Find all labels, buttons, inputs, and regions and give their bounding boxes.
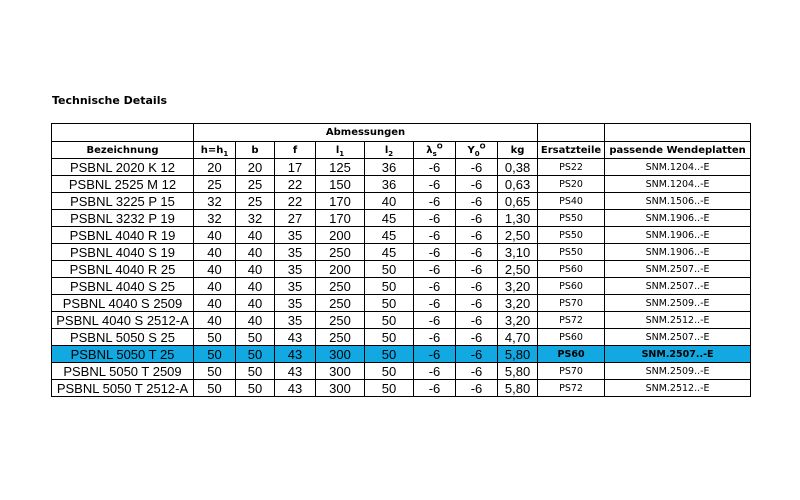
cell-wendeplatten: SNM.2512..-E (605, 380, 751, 397)
cell-wendeplatten: SNM.2507..-E (605, 329, 751, 346)
cell-l2: 50 (365, 261, 414, 278)
cell-y: -6 (456, 210, 498, 227)
cell-ersatzteile: PS40 (538, 193, 605, 210)
cell-bezeichnung: PSBNL 5050 T 2509 (52, 363, 194, 380)
cell-h: 20 (194, 159, 236, 176)
cell-lambda: -6 (414, 210, 456, 227)
cell-kg: 3,20 (498, 312, 538, 329)
cell-h: 32 (194, 193, 236, 210)
cell-b: 40 (236, 295, 275, 312)
cell-l2: 50 (365, 346, 414, 363)
cell-f: 22 (275, 193, 316, 210)
cell-wendeplatten: SNM.1906..-E (605, 210, 751, 227)
cell-f: 27 (275, 210, 316, 227)
cell-f: 43 (275, 380, 316, 397)
cell-l1: 150 (316, 176, 365, 193)
cell-wendeplatten: SNM.2507..-E (605, 346, 751, 363)
cell-f: 43 (275, 346, 316, 363)
cell-l2: 36 (365, 159, 414, 176)
cell-h: 40 (194, 244, 236, 261)
group-header-empty (605, 124, 751, 142)
cell-b: 20 (236, 159, 275, 176)
cell-l1: 200 (316, 261, 365, 278)
cell-lambda: -6 (414, 159, 456, 176)
cell-ersatzteile: PS60 (538, 261, 605, 278)
cell-l1: 300 (316, 363, 365, 380)
cell-f: 17 (275, 159, 316, 176)
cell-y: -6 (456, 278, 498, 295)
cell-l2: 45 (365, 227, 414, 244)
cell-y: -6 (456, 312, 498, 329)
cell-wendeplatten: SNM.2507..-E (605, 261, 751, 278)
table-row (52, 312, 751, 329)
cell-l1: 250 (316, 244, 365, 261)
cell-y: -6 (456, 363, 498, 380)
cell-l2: 50 (365, 363, 414, 380)
col-header-l2: $l_2$ (365, 142, 414, 159)
cell-l2: 50 (365, 312, 414, 329)
table-row (52, 278, 751, 295)
cell-ersatzteile: PS50 (538, 210, 605, 227)
cell-f: 35 (275, 244, 316, 261)
cell-h: 50 (194, 346, 236, 363)
cell-bezeichnung: PSBNL 5050 S 25 (52, 329, 194, 346)
cell-ersatzteile: PS70 (538, 295, 605, 312)
cell-l2: 40 (365, 193, 414, 210)
cell-l1: 300 (316, 346, 365, 363)
cell-wendeplatten: SNM.2507..-E (605, 278, 751, 295)
cell-wendeplatten: SNM.2512..-E (605, 312, 751, 329)
cell-bezeichnung: PSBNL 5050 T 2512-A (52, 380, 194, 397)
cell-b: 50 (236, 380, 275, 397)
cell-wendeplatten: SNM.1204..-E (605, 159, 751, 176)
table-row (52, 380, 751, 397)
cell-l1: 250 (316, 329, 365, 346)
table-row (52, 244, 751, 261)
cell-b: 50 (236, 346, 275, 363)
cell-y: -6 (456, 193, 498, 210)
col-header-kg: kg (498, 142, 538, 159)
cell-kg: 0,65 (498, 193, 538, 210)
cell-lambda: -6 (414, 380, 456, 397)
cell-ersatzteile: PS50 (538, 227, 605, 244)
col-header-y: $Y_0^O$ (456, 142, 498, 159)
table-row (52, 295, 751, 312)
cell-ersatzteile: PS50 (538, 244, 605, 261)
cell-kg: 2,50 (498, 227, 538, 244)
cell-ersatzteile: PS70 (538, 363, 605, 380)
cell-bezeichnung: PSBNL 2020 K 12 (52, 159, 194, 176)
table-row (52, 346, 751, 363)
cell-y: -6 (456, 244, 498, 261)
cell-bezeichnung: PSBNL 4040 R 25 (52, 261, 194, 278)
cell-y: -6 (456, 380, 498, 397)
cell-lambda: -6 (414, 244, 456, 261)
cell-h: 40 (194, 295, 236, 312)
section-title: Technische Details (52, 94, 168, 107)
cell-wendeplatten: SNM.2509..-E (605, 363, 751, 380)
cell-ersatzteile: PS60 (538, 329, 605, 346)
cell-h: 40 (194, 278, 236, 295)
cell-bezeichnung: PSBNL 4040 S 19 (52, 244, 194, 261)
cell-y: -6 (456, 227, 498, 244)
cell-kg: 3,10 (498, 244, 538, 261)
col-header-ersatzteile: Ersatzteile (538, 142, 605, 159)
cell-l1: 250 (316, 278, 365, 295)
cell-h: 32 (194, 210, 236, 227)
cell-ersatzteile: PS20 (538, 176, 605, 193)
cell-lambda: -6 (414, 363, 456, 380)
cell-b: 40 (236, 312, 275, 329)
cell-b: 50 (236, 363, 275, 380)
cell-ersatzteile: PS72 (538, 380, 605, 397)
cell-l1: 170 (316, 210, 365, 227)
cell-bezeichnung: PSBNL 2525 M 12 (52, 176, 194, 193)
cell-lambda: -6 (414, 227, 456, 244)
group-header-abmessungen: Abmessungen (194, 124, 538, 142)
group-header-row (52, 124, 751, 142)
col-header-lambda: $\lambda_s^O$ (414, 142, 456, 159)
table-row (52, 193, 751, 210)
cell-wendeplatten: SNM.1204..-E (605, 176, 751, 193)
cell-y: -6 (456, 261, 498, 278)
cell-kg: 5,80 (498, 363, 538, 380)
cell-kg: 0,63 (498, 176, 538, 193)
cell-kg: 1,30 (498, 210, 538, 227)
cell-l1: 250 (316, 312, 365, 329)
cell-lambda: -6 (414, 312, 456, 329)
cell-h: 40 (194, 227, 236, 244)
cell-l2: 45 (365, 210, 414, 227)
cell-ersatzteile: PS60 (538, 278, 605, 295)
cell-ersatzteile: PS72 (538, 312, 605, 329)
column-header-row (52, 142, 751, 159)
cell-f: 22 (275, 176, 316, 193)
cell-h: 40 (194, 312, 236, 329)
table-row (52, 210, 751, 227)
cell-kg: 3,20 (498, 295, 538, 312)
cell-bezeichnung: PSBNL 5050 T 25 (52, 346, 194, 363)
cell-bezeichnung: PSBNL 4040 S 2509 (52, 295, 194, 312)
cell-f: 35 (275, 278, 316, 295)
cell-y: -6 (456, 176, 498, 193)
group-header-empty (52, 124, 194, 142)
cell-bezeichnung: PSBNL 3232 P 19 (52, 210, 194, 227)
cell-ersatzteile: PS60 (538, 346, 605, 363)
cell-f: 35 (275, 261, 316, 278)
table-row (52, 261, 751, 278)
cell-lambda: -6 (414, 261, 456, 278)
cell-lambda: -6 (414, 278, 456, 295)
cell-kg: 5,80 (498, 380, 538, 397)
table-row (52, 329, 751, 346)
col-header-bezeichnung: Bezeichnung (52, 142, 194, 159)
cell-bezeichnung: PSBNL 3225 P 15 (52, 193, 194, 210)
table-row (52, 363, 751, 380)
cell-l2: 50 (365, 329, 414, 346)
cell-l1: 300 (316, 380, 365, 397)
cell-ersatzteile: PS22 (538, 159, 605, 176)
group-header-empty (538, 124, 605, 142)
table-row (52, 159, 751, 176)
cell-b: 25 (236, 193, 275, 210)
technical-details-table (51, 123, 751, 397)
cell-y: -6 (456, 159, 498, 176)
cell-y: -6 (456, 295, 498, 312)
cell-b: 40 (236, 227, 275, 244)
cell-kg: 4,70 (498, 329, 538, 346)
cell-lambda: -6 (414, 346, 456, 363)
cell-kg: 5,80 (498, 346, 538, 363)
cell-wendeplatten: SNM.1906..-E (605, 227, 751, 244)
cell-y: -6 (456, 329, 498, 346)
col-header-l1: $l_1$ (316, 142, 365, 159)
cell-b: 25 (236, 176, 275, 193)
cell-l1: 250 (316, 295, 365, 312)
cell-lambda: -6 (414, 329, 456, 346)
cell-b: 50 (236, 329, 275, 346)
cell-l1: 170 (316, 193, 365, 210)
cell-bezeichnung: PSBNL 4040 R 19 (52, 227, 194, 244)
cell-l2: 45 (365, 244, 414, 261)
col-header-b: b (236, 142, 275, 159)
cell-bezeichnung: PSBNL 4040 S 25 (52, 278, 194, 295)
cell-l2: 36 (365, 176, 414, 193)
cell-b: 40 (236, 244, 275, 261)
cell-h: 50 (194, 363, 236, 380)
cell-wendeplatten: SNM.1906..-E (605, 244, 751, 261)
cell-l1: 200 (316, 227, 365, 244)
cell-l2: 50 (365, 295, 414, 312)
col-header-h: $h=h_1$ (194, 142, 236, 159)
cell-b: 40 (236, 278, 275, 295)
cell-bezeichnung: PSBNL 4040 S 2512-A (52, 312, 194, 329)
cell-lambda: -6 (414, 176, 456, 193)
cell-h: 25 (194, 176, 236, 193)
table-row (52, 176, 751, 193)
cell-f: 35 (275, 295, 316, 312)
cell-l1: 125 (316, 159, 365, 176)
col-header-f: f (275, 142, 316, 159)
cell-h: 40 (194, 261, 236, 278)
cell-f: 43 (275, 329, 316, 346)
cell-b: 32 (236, 210, 275, 227)
cell-f: 35 (275, 312, 316, 329)
cell-l2: 50 (365, 278, 414, 295)
cell-b: 40 (236, 261, 275, 278)
cell-lambda: -6 (414, 295, 456, 312)
cell-f: 35 (275, 227, 316, 244)
cell-kg: 3,20 (498, 278, 538, 295)
cell-wendeplatten: SNM.2509..-E (605, 295, 751, 312)
cell-h: 50 (194, 329, 236, 346)
cell-l2: 50 (365, 380, 414, 397)
col-header-wendeplatten: passende Wendeplatten (605, 142, 751, 159)
cell-wendeplatten: SNM.1506..-E (605, 193, 751, 210)
cell-kg: 0,38 (498, 159, 538, 176)
cell-y: -6 (456, 346, 498, 363)
cell-kg: 2,50 (498, 261, 538, 278)
table-row (52, 227, 751, 244)
cell-f: 43 (275, 363, 316, 380)
cell-lambda: -6 (414, 193, 456, 210)
cell-h: 50 (194, 380, 236, 397)
